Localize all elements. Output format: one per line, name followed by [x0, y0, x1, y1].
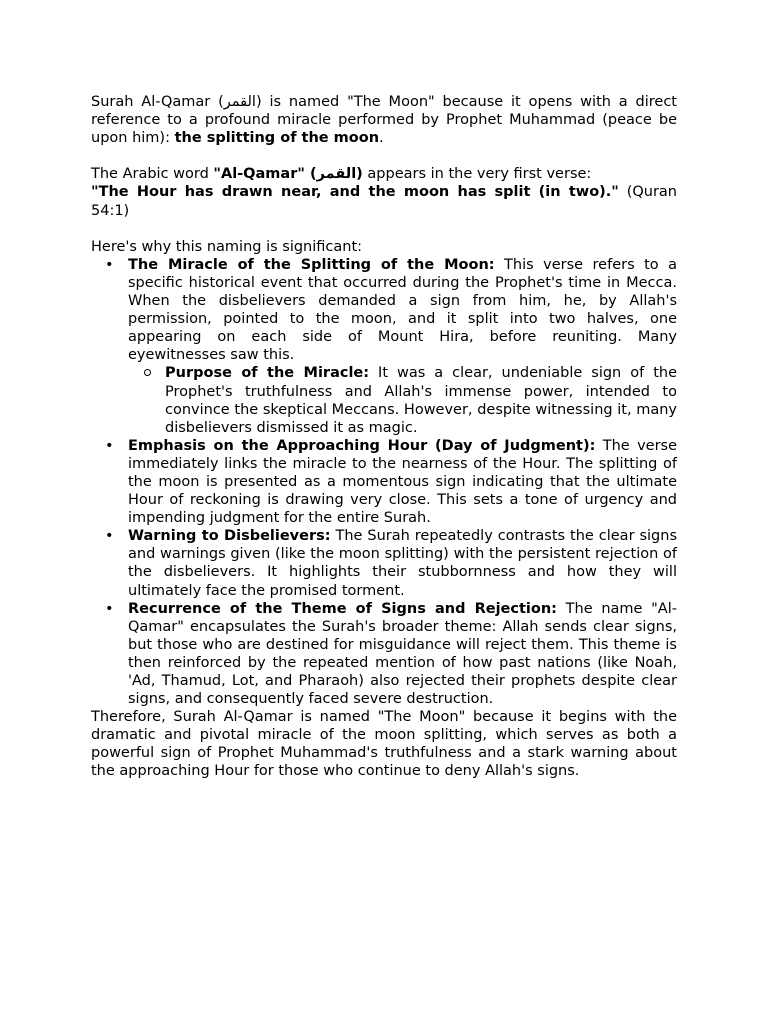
verse-bold-word-open: "Al-Qamar" (	[213, 166, 317, 183]
verse-intro-line	[91, 165, 677, 183]
sub-list-item	[165, 364, 677, 436]
verse-lead-end: appears in the very first verse:	[362, 166, 592, 183]
verse-quote-line	[91, 183, 677, 219]
list-item-text: The name "Al-Qamar" encapsulates the Surah's broader theme: Allah sends clear signs, but those who are destined for misguidance will reject them. This theme is then reinforced by the repeated mention of how past nations (like Noah, 'Ad, Thamud, Lot, and Pharaoh) also rejected their prophets despite clear signs, and consequently faced severe destruction.	[128, 600, 677, 708]
sub-list-item-title: Purpose of the Miracle:	[165, 365, 370, 382]
verse-reference: (Quran 54:1)	[91, 184, 677, 219]
list-item	[128, 437, 677, 527]
intro-paragraph	[91, 93, 677, 147]
paragraph-spacer	[91, 220, 677, 238]
sub-list	[128, 364, 677, 436]
list-item-title: Recurrence of the Theme of Signs and Rejection:	[128, 600, 557, 617]
list-item	[128, 256, 677, 437]
list-item-title: The Miracle of the Splitting of the Moon:	[128, 256, 495, 273]
verse-bold-word-close: )	[356, 166, 363, 183]
list-item	[128, 600, 677, 709]
list-item-title: Warning to Disbelievers:	[128, 528, 331, 545]
intro-arabic-word: القمر	[223, 94, 256, 110]
list-item-text: This verse refers to a specific historical event that occurred during the Prophet's time in Mecca. When the disbelievers demanded a sign from him, he, by Allah's permission, pointed to the moon, and it split into two halves, one appearing on each side of Mount Hira, before reuniting. Many eyewitnesses saw this.	[128, 256, 677, 364]
document-body	[91, 93, 677, 781]
significance-heading: Here's why this naming is significant:	[91, 238, 363, 255]
conclusion-paragraph: Therefore, Surah Al-Qamar is named "The Moon" because it begins with the dramatic and pivotal miracle of the moon splitting, which serves as both a powerful sign of Prophet Muhammad's truthfulness and a stark warning about the approaching Hour for those who continue to deny Allah's signs.	[91, 709, 677, 780]
intro-text-middle: ) is named "The Moon" because it opens with a direct reference to a profound miracle performed by Prophet Muhammad (peace be upon him):	[91, 94, 677, 147]
paragraph-spacer	[91, 147, 677, 165]
verse-arabic-word: القمر	[316, 166, 357, 183]
intro-text-end: .	[379, 130, 384, 147]
significance-list	[91, 256, 677, 708]
list-item-text: The Surah repeatedly contrasts the clear signs and warnings given (like the moon splitting) with the persistent rejection of the disbelievers. It highlights their stubbornness and how they will ultimately face the promised torment.	[128, 528, 677, 599]
intro-bold-phrase: the splitting of the moon	[174, 130, 380, 147]
verse-quote: "The Hour has drawn near, and the moon has split (in two)."	[91, 184, 619, 201]
sub-list-item-text: It was a clear, undeniable sign of the Prophet's truthfulness and Allah's immense power, intended to convince the skeptical Meccans. However, despite witnessing it, many disbelievers dismissed it as magic.	[165, 365, 677, 436]
verse-lead-text: The Arabic word	[91, 166, 214, 183]
verse-bold-word	[213, 166, 362, 182]
list-item	[128, 527, 677, 599]
intro-text-start: Surah Al-Qamar (	[91, 94, 224, 110]
list-item-title: Emphasis on the Approaching Hour (Day of Judgment):	[128, 437, 596, 454]
list-item-text: The verse immediately links the miracle to the nearness of the Hour. The splitting of the moon is presented as a momentous sign indicating that the ultimate Hour of reckoning is drawing very close. This sets a tone of urgency and impending judgment for the entire Surah.	[128, 437, 678, 527]
